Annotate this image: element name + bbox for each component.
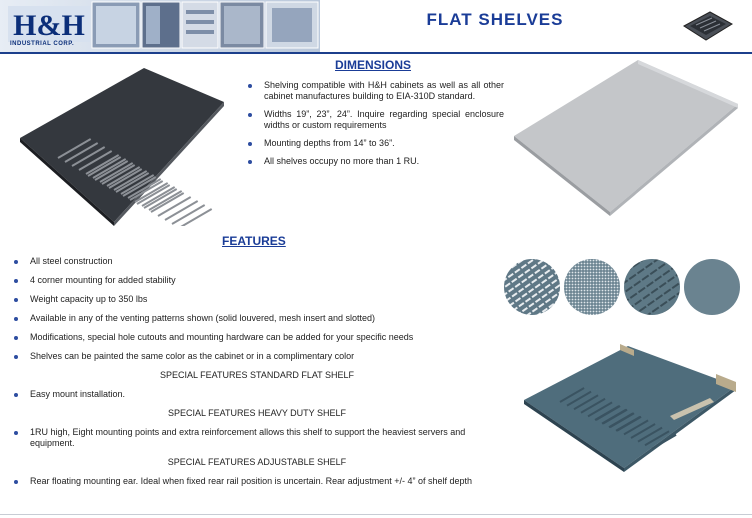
list-item: Shelving compatible with H&H cabinets as well as all other cabinet manufactures building to EIA-310D standard.	[246, 80, 504, 102]
header-divider	[0, 52, 752, 54]
features-title: FEATURES	[222, 234, 286, 248]
list-item: Widths 19”, 23”, 24”. Inquire regarding special enclosure widths or custom requirements	[246, 109, 504, 131]
list-item: 4 corner mounting for added stability	[12, 275, 502, 286]
vent-samples	[502, 256, 742, 318]
mesh-vent-sample	[564, 259, 620, 315]
list-item: Modifications, special hole cutouts and mounting hardware can be added for your specific needs	[12, 332, 502, 343]
louver-slot	[151, 193, 184, 212]
list-item: All shelves occupy no more than 1 RU.	[246, 156, 504, 167]
list-item: All steel construction	[12, 256, 502, 267]
louver-slot	[165, 201, 198, 220]
louver-slot	[158, 197, 191, 216]
logo-caption: INDUSTRIAL CORP.	[10, 41, 75, 47]
list-item: 1RU high, Eight mounting points and extra reinforcement allows this shelf to support the heaviest servers and equipment.	[12, 427, 502, 449]
footer-divider	[0, 514, 752, 515]
special-features-heading: SPECIAL FEATURES STANDARD FLAT SHELF	[159, 370, 355, 380]
dimensions-list	[246, 80, 504, 174]
solid-gray-shelf-photo	[510, 58, 742, 218]
special-features-heading: SPECIAL FEATURES HEAVY DUTY SHELF	[167, 408, 347, 418]
list-item: Mounting depths from 14” to 36”.	[246, 138, 504, 149]
special-features-heading: SPECIAL FEATURES ADJUSTABLE SHELF	[167, 457, 347, 467]
logo-letters: H&H	[13, 9, 85, 42]
adjustable-blue-shelf-photo	[520, 342, 742, 476]
louver-slot	[172, 205, 205, 224]
dimensions-title: DIMENSIONS	[335, 58, 412, 72]
page-title: FLAT SHELVES	[426, 10, 564, 29]
list-item: Weight capacity up to 350 lbs	[12, 294, 502, 305]
shelf-thumbnail-icon	[680, 8, 736, 44]
louvered-black-shelf-photo	[18, 66, 226, 226]
list-item: Shelves can be painted the same color as the cabinet or in a complimentary color	[12, 351, 502, 362]
louvered-vent-sample	[624, 259, 680, 315]
solid-vent-sample	[684, 259, 740, 315]
list-item: Available in any of the venting patterns shown (solid louvered, mesh insert and slotted)	[12, 313, 502, 324]
features-list	[12, 256, 502, 495]
list-item: Easy mount installation.	[12, 389, 502, 400]
louver-slot	[144, 189, 177, 208]
list-item: Rear floating mounting ear. Ideal when fixed rear rail position is uncertain. Rear adjustment +/- 4” of shelf depth	[12, 476, 502, 487]
slotted-vent-sample	[504, 259, 560, 315]
